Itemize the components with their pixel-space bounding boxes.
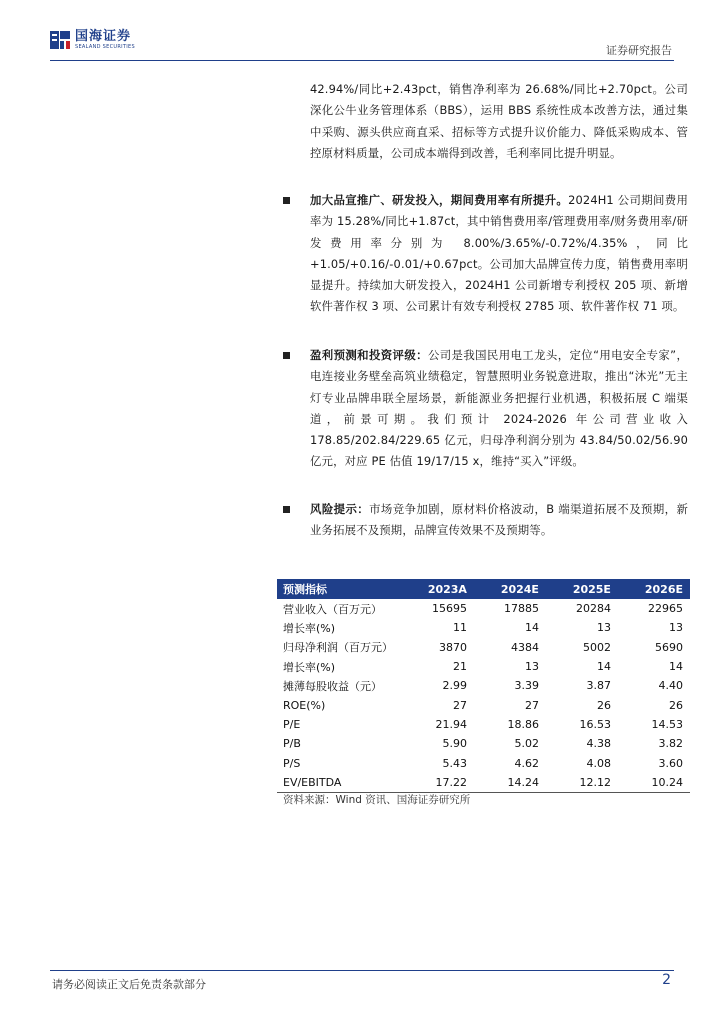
table-cell: P/S xyxy=(283,756,301,770)
table-cell: 14 xyxy=(596,660,611,674)
footer-disclaimer: 请务必阅读正文后免责条款部分 xyxy=(52,978,206,991)
table-cell: 增长率(%) xyxy=(283,621,336,635)
table-row xyxy=(277,676,690,695)
intro-paragraph: 42.94%/同比+2.43pct，销售净利率为 26.68%/同比+2.70pct。公司深化公牛业务管理体系（BBS），运用 BBS 系统性成本改善方法，通过集中采购、源头供应商直采、招标等方式提升议价能力、降低采购成本、管控原材料质量，公司成本端得到改善，毛利率同比提升明显。 xyxy=(310,82,688,160)
table-cell: 5.43 xyxy=(442,756,467,770)
forecast-table xyxy=(277,579,690,793)
table-cell: 4384 xyxy=(510,640,539,654)
table-cell: 2.99 xyxy=(442,679,467,693)
table-cell: 3.60 xyxy=(658,756,683,770)
table-cell: 3.39 xyxy=(514,679,539,693)
table-cell: 21.94 xyxy=(435,717,467,731)
table-cell: 17885 xyxy=(503,602,539,616)
table-cell: ROE(%) xyxy=(283,698,326,712)
table-cell: 增长率(%) xyxy=(283,660,336,674)
bullet-square-icon xyxy=(283,352,290,359)
table-cell: 14.24 xyxy=(474,773,546,793)
table-cell: 22965 xyxy=(648,602,683,616)
bullet-title: 盈利预测和投资评级： xyxy=(310,348,428,362)
table-cell: P/E xyxy=(283,717,301,731)
table-cell: 摊薄每股收益（元） xyxy=(283,679,382,693)
table-cell: 27 xyxy=(524,698,539,712)
bullet-text: 2024H1 公司期间费用率为 15.28%/同比+1.87ct，其中销售费用率/管理费用率/财务费用率/研发费用率分别为 8.00%/3.65%/-0.72%/4.35%，同比+1.05/+0.16/-0.01/+0.67pct。公司加大品牌宣传力度，销售费用率明显提升。持续加大研发投入，2024H1 公司新增专利授权 205 项、新增软件著作权 3 项、公司累计有效专利授权 2785 项、软件著作权 71 项。 xyxy=(310,193,688,314)
table-cell: 3870 xyxy=(438,640,467,654)
table-cell: 18.86 xyxy=(507,717,539,731)
logo-mark-icon xyxy=(50,31,70,49)
table-source-note: 资料来源：Wind 资讯、国海证券研究所 xyxy=(283,794,471,806)
table-cell: 20284 xyxy=(575,602,611,616)
table-cell: 4.08 xyxy=(586,756,611,770)
table-cell: 13 xyxy=(596,621,611,635)
table-cell: 4.62 xyxy=(514,756,539,770)
bullet-title: 风险提示： xyxy=(310,502,370,516)
bullet-expenses xyxy=(283,190,688,318)
table-row xyxy=(277,599,690,618)
table-row xyxy=(277,618,690,637)
table-cell: 营业收入（百万元） xyxy=(283,602,382,616)
table-row xyxy=(277,657,690,676)
table-row xyxy=(277,753,690,772)
table-cell: 13 xyxy=(669,621,683,635)
table-cell: 16.53 xyxy=(579,717,611,731)
company-logo xyxy=(50,30,135,50)
table-cell: 12.12 xyxy=(546,773,618,793)
bullet-risk xyxy=(283,499,688,542)
bullet-forecast xyxy=(283,345,688,473)
table-cell: 14.53 xyxy=(651,717,683,731)
logo-name-en: SEALAND SECURITIES xyxy=(75,44,135,50)
table-cell: 5.90 xyxy=(442,737,467,751)
table-row xyxy=(277,734,690,753)
table-header-cell: 2024E xyxy=(474,579,546,599)
table-cell: 5.02 xyxy=(514,737,539,751)
report-type: 证券研究报告 xyxy=(606,44,672,57)
table-header-cell: 2023A xyxy=(402,579,474,599)
table-cell: 13 xyxy=(524,660,539,674)
table-cell: 17.22 xyxy=(402,773,474,793)
table-cell: 归母净利润（百万元） xyxy=(283,641,393,655)
table-cell: 10.24 xyxy=(618,773,690,793)
header-divider xyxy=(50,60,674,61)
table-cell: P/B xyxy=(283,737,301,751)
table-cell: 14 xyxy=(669,660,683,674)
table-cell: 5690 xyxy=(655,640,683,654)
table-cell: 27 xyxy=(452,698,467,712)
table-cell: EV/EBITDA xyxy=(277,773,402,793)
table-row xyxy=(277,715,690,734)
table-row xyxy=(277,638,690,657)
page-number: 2 xyxy=(662,972,671,988)
table-row xyxy=(277,773,690,793)
table-cell: 5002 xyxy=(582,640,611,654)
table-cell: 14 xyxy=(524,621,539,635)
footer-divider xyxy=(50,970,674,971)
table-cell: 15695 xyxy=(431,602,467,616)
table-cell: 4.40 xyxy=(658,679,683,693)
bullet-text: 公司是我国民用电工龙头，定位“用电安全专家”，电连接业务壁垒高筑业绩稳定，智慧照明业务锐意进取，推出“沐光”无主灯专业品牌串联全屋场景，新能源业务把握行业机遇，积极拓展 C 端渠道，前景可期。我们预计 2024-2026 年公司营业收入 178.85/202.84/229.65 亿元，归母净利润分别为 43.84/50.02/56.90 亿元，对应 PE 估值 19/17/15 x，维持“买入”评级。 xyxy=(310,348,688,469)
table-header-cell: 2025E xyxy=(546,579,618,599)
bullet-square-icon xyxy=(283,197,290,204)
logo-name-cn: 国海证券 xyxy=(75,29,132,44)
bullet-title: 加大品宣推广、研发投入，期间费用率有所提升。 xyxy=(310,193,569,207)
table-header-cell: 预测指标 xyxy=(277,579,402,599)
table-cell: 3.87 xyxy=(586,679,611,693)
bullet-square-icon xyxy=(283,506,290,513)
table-cell: 11 xyxy=(452,621,467,635)
table-cell: 26 xyxy=(669,698,683,712)
table-header-row xyxy=(277,579,690,599)
table-header-cell: 2026E xyxy=(618,579,690,599)
table-cell: 3.82 xyxy=(658,737,683,751)
bullet-text: 市场竞争加剧，原材料价格波动，B 端渠道拓展不及预期，新业务拓展不及预期，品牌宣传效果不及预期等。 xyxy=(310,502,688,538)
page-header xyxy=(0,0,724,62)
table-row xyxy=(277,695,690,714)
table-cell: 26 xyxy=(596,698,611,712)
table-cell: 4.38 xyxy=(586,737,611,751)
table-cell: 21 xyxy=(452,660,467,674)
